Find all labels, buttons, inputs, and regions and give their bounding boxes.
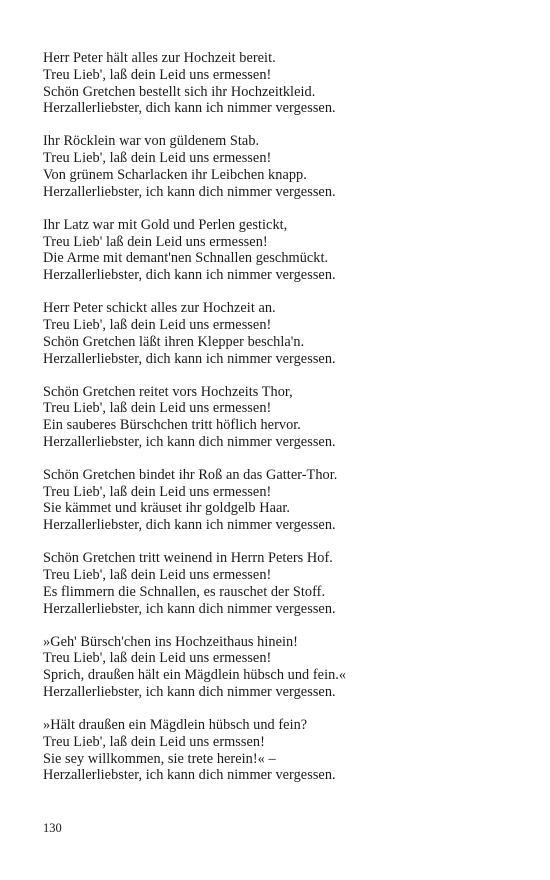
verse-line: Schön Gretchen bestellt sich ihr Hochzeitkleid. <box>43 83 316 100</box>
verse-line: Treu Lieb', laß dein Leid uns ermessen! <box>43 150 272 167</box>
verse-line: Herzallerliebster, dich kann ich nimmer vergessen. <box>43 267 336 284</box>
verse-line: Treu Lieb', laß dein Leid uns ermessen! <box>43 650 272 667</box>
verse-line: Herr Peter hält alles zur Hochzeit bereit. <box>43 50 276 66</box>
verse-line: Herzallerliebster, ich kann dich nimmer vergessen. <box>43 767 336 784</box>
page-number: 130 <box>43 821 62 835</box>
verse-line: Herzallerliebster, ich kann dich nimmer vergessen. <box>43 600 336 617</box>
verse-line: Treu Lieb', laß dein Leid uns ermessen! <box>43 66 272 83</box>
verse-line: Sie kämmet und kräuset ihr goldgelb Haar. <box>43 500 291 517</box>
stanza-9 <box>43 717 523 784</box>
verse-line: Sprich, draußen hält ein Mägdlein hübsch und fein.« <box>43 667 347 684</box>
stanza-2 <box>43 133 523 200</box>
verse-line: Ihr Latz war mit Gold und Perlen gestickt, <box>43 216 288 233</box>
verse-line: »Geh' Bürsch'chen ins Hochzeithaus hinein! <box>43 633 298 650</box>
verse-line: Schön Gretchen reitet vors Hochzeits Thor, <box>43 383 293 400</box>
verse-line: Treu Lieb', laß dein Leid uns ermessen! <box>43 483 272 500</box>
verse-line: Von grünem Scharlacken ihr Leibchen knapp. <box>43 166 307 183</box>
verse-line: Ihr Röcklein war von güldenem Stab. <box>43 133 260 150</box>
verse-line: Schön Gretchen bindet ihr Roß an das Gatter-Thor. <box>43 466 338 483</box>
verse-line: Die Arme mit demant'nen Schnallen geschmückt. <box>43 250 329 267</box>
verse-line: Treu Lieb', laß dein Leid uns ermessen! <box>43 316 272 333</box>
stanza-1 <box>43 50 523 117</box>
poem-page <box>43 50 523 800</box>
stanza-8 <box>43 634 523 701</box>
stanza-4 <box>43 300 523 367</box>
verse-line: Herzallerliebster, dich kann ich nimmer vergessen. <box>43 517 336 534</box>
verse-line: Herzallerliebster, ich kann dich nimmer vergessen. <box>43 183 336 200</box>
verse-line: Herzallerliebster, dich kann ich nimmer vergessen. <box>43 100 336 117</box>
stanza-3 <box>43 217 523 284</box>
verse-line: Ein sauberes Bürschchen tritt höflich hervor. <box>43 417 301 434</box>
verse-line: Herzallerliebster, ich kann dich nimmer vergessen. <box>43 684 336 701</box>
verse-line: Es flimmern die Schnallen, es rauschet der Stoff. <box>43 583 326 600</box>
stanza-5 <box>43 384 523 451</box>
stanza-6 <box>43 467 523 534</box>
verse-line: Sie sey willkommen, sie trete herein!« – <box>43 750 276 767</box>
verse-line: Schön Gretchen läßt ihren Klepper beschla'n. <box>43 333 305 350</box>
verse-line: Treu Lieb', laß dein Leid uns ermessen! <box>43 400 272 417</box>
verse-line: Herzallerliebster, ich kann dich nimmer vergessen. <box>43 433 336 450</box>
verse-line: »Hält draußen ein Mägdlein hübsch und fein? <box>43 717 308 733</box>
verse-line: Treu Lieb', laß dein Leid uns ermssen! <box>43 733 265 750</box>
verse-line: Herzallerliebster, dich kann ich nimmer vergessen. <box>43 350 336 367</box>
stanza-7 <box>43 550 523 617</box>
verse-line: Treu Lieb' laß dein Leid uns ermessen! <box>43 233 268 250</box>
verse-line: Schön Gretchen tritt weinend in Herrn Peters Hof. <box>43 550 333 567</box>
verse-line: Herr Peter schickt alles zur Hochzeit an. <box>43 300 276 317</box>
verse-line: Treu Lieb', laß dein Leid uns ermessen! <box>43 567 272 584</box>
